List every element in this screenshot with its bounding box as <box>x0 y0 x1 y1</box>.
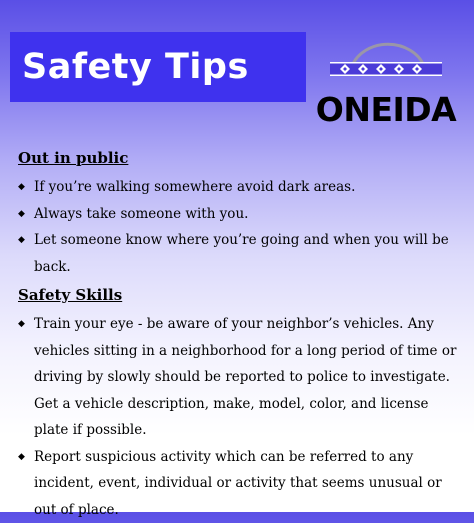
list-item-text: Always take someone with you. <box>34 206 248 222</box>
bullet-icon: ◆ <box>18 227 25 254</box>
section-heading-out-in-public: Out in public <box>18 146 458 170</box>
oneida-logo <box>306 32 466 132</box>
title-banner <box>10 32 306 102</box>
bullet-icon: ◆ <box>18 444 25 471</box>
list-item <box>18 174 458 201</box>
list-item <box>18 227 458 280</box>
list-item <box>18 444 458 523</box>
page-title: Safety Tips <box>22 47 249 87</box>
list-item-text: If you’re walking somewhere avoid dark areas. <box>34 179 355 195</box>
list-item-text: Report suspicious activity which can be referred to any incident, event, individual or activity that seems unusual or out of place. <box>34 449 442 518</box>
bullet-icon: ◆ <box>18 311 25 338</box>
list-item <box>18 201 458 228</box>
list-item-text: Train your eye - be aware of your neighbor’s vehicles. Any vehicles sitting in a neighborhood for a long period of time or driving by slowly should be reported to police to investigate. Get a vehicle description, make, model, color, and license plate if possible. <box>34 316 456 438</box>
bullet-icon: ◆ <box>18 174 25 201</box>
list-item-text: Let someone know where you’re going and when you will be back. <box>34 232 449 275</box>
section-heading-safety-skills: Safety Skills <box>18 283 458 307</box>
content <box>18 146 458 523</box>
list-item <box>18 311 458 444</box>
bullet-icon: ◆ <box>18 201 25 228</box>
wampum-arc-icon <box>306 32 466 92</box>
logo-wordmark: ONEIDA <box>306 90 466 129</box>
tips-list-out-in-public <box>18 174 458 280</box>
tips-list-safety-skills <box>18 311 458 523</box>
